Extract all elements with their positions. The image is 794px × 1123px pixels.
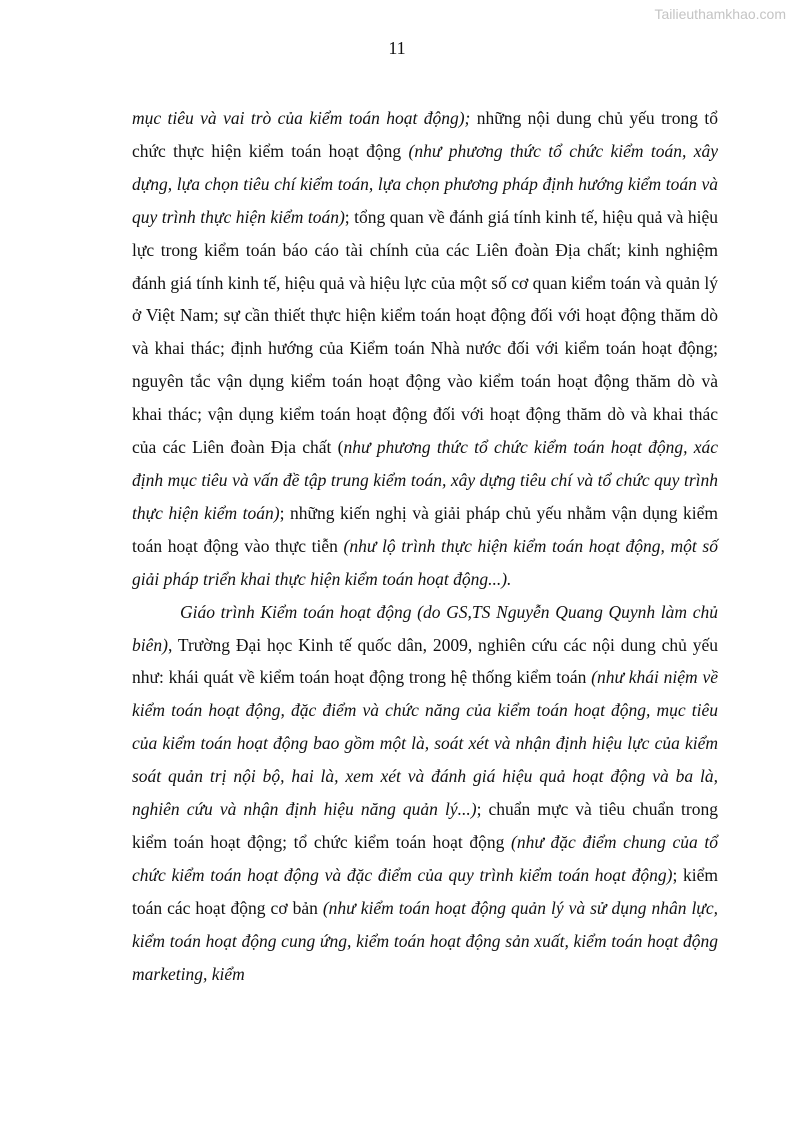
italic-run: Giáo trình Kiểm toán hoạt động (do GS,TS Nguyễn Quang Quynh làm chủ biên) xyxy=(132,601,718,655)
italic-run: như phương thức tổ chức kiểm toán hoạt động, xác định mục tiêu và vấn đề tập trung kiểm toán, xây dựng tiêu chí và tổ chức quy trình thực hiện kiểm toán) xyxy=(132,437,718,523)
text-run: ; tổng quan về đánh giá tính kinh tế, hiệu quả và hiệu lực trong kiểm toán báo cáo tài chính của các Liên đoàn Địa chất; kinh nghiệm đánh giá tính kinh tế, hiệu quả và hiệu lực của một số cơ quan kiểm toán và quản lý ở Việt Nam; sự cần thiết thực hiện kiểm toán hoạt động đối với hoạt động thăm dò và khai thác; định hướng của Kiểm toán Nhà nước đối với kiểm toán hoạt động; nguyên tắc vận dụng kiểm toán hoạt động vào kiểm toán hoạt động thăm dò và khai thác; vận dụng kiểm toán hoạt động đối với hoạt động thăm dò và khai thác của các Liên đoàn Địa chất ( xyxy=(132,206,718,458)
italic-run: (như lộ trình thực hiện kiểm toán hoạt động, một số giải pháp triển khai thực hiện kiểm toán hoạt động...). xyxy=(132,535,718,589)
italic-run: (như kiểm toán hoạt động quản lý và sử dụng nhân lực, kiểm toán hoạt động cung ứng, kiểm toán hoạt động sản xuất, kiểm toán hoạt động marketing, kiểm xyxy=(132,897,718,984)
document-body xyxy=(132,102,718,990)
italic-run: (như đặc điểm chung của tổ chức kiểm toán hoạt động và đặc điểm của quy trình kiểm toán hoạt động) xyxy=(132,831,718,885)
text-run: , Trường Đại học Kinh tế quốc dân, 2009, nghiên cứu các nội dung chủ yếu như: khái quát về kiểm toán hoạt động trong hệ thống kiểm toán xyxy=(132,634,718,688)
paragraph-2 xyxy=(132,596,718,991)
text-run: những nội dung chủ yếu trong tổ chức thực hiện kiểm toán hoạt động xyxy=(132,108,719,161)
watermark-text: Tailieuthamkhao.com xyxy=(654,6,786,22)
text-run: ; những kiến nghị và giải pháp chủ yếu nhằm vận dụng kiểm toán hoạt động vào thực tiễn xyxy=(132,502,718,556)
text-run: ; chuẩn mực và tiêu chuẩn trong kiểm toán hoạt động; tổ chức kiểm toán hoạt động xyxy=(132,799,718,852)
paragraph-1 xyxy=(132,102,718,596)
italic-run: (như khái niệm về kiểm toán hoạt động, đặc điểm và chức năng của kiểm toán hoạt động, mục tiêu của kiểm toán hoạt động bao gồm một là, soát xét và nhận định hiệu lực của kiểm soát quản trị nội bộ, hai là, xem xét và đánh giá hiệu quả hoạt động và ba là, nghiên cứu và nhận định hiệu năng quản lý...) xyxy=(132,667,718,820)
italic-run: (như phương thức tổ chức kiểm toán, xây dựng, lựa chọn tiêu chí kiểm toán, lựa chọn phương pháp định hướng kiểm toán và quy trình thực hiện kiểm toán) xyxy=(132,140,718,227)
italic-run: mục tiêu và vai trò của kiểm toán hoạt động); xyxy=(132,108,471,128)
text-run: ; kiểm toán các hoạt động cơ bản xyxy=(132,864,718,918)
page-number: 11 xyxy=(388,38,406,58)
